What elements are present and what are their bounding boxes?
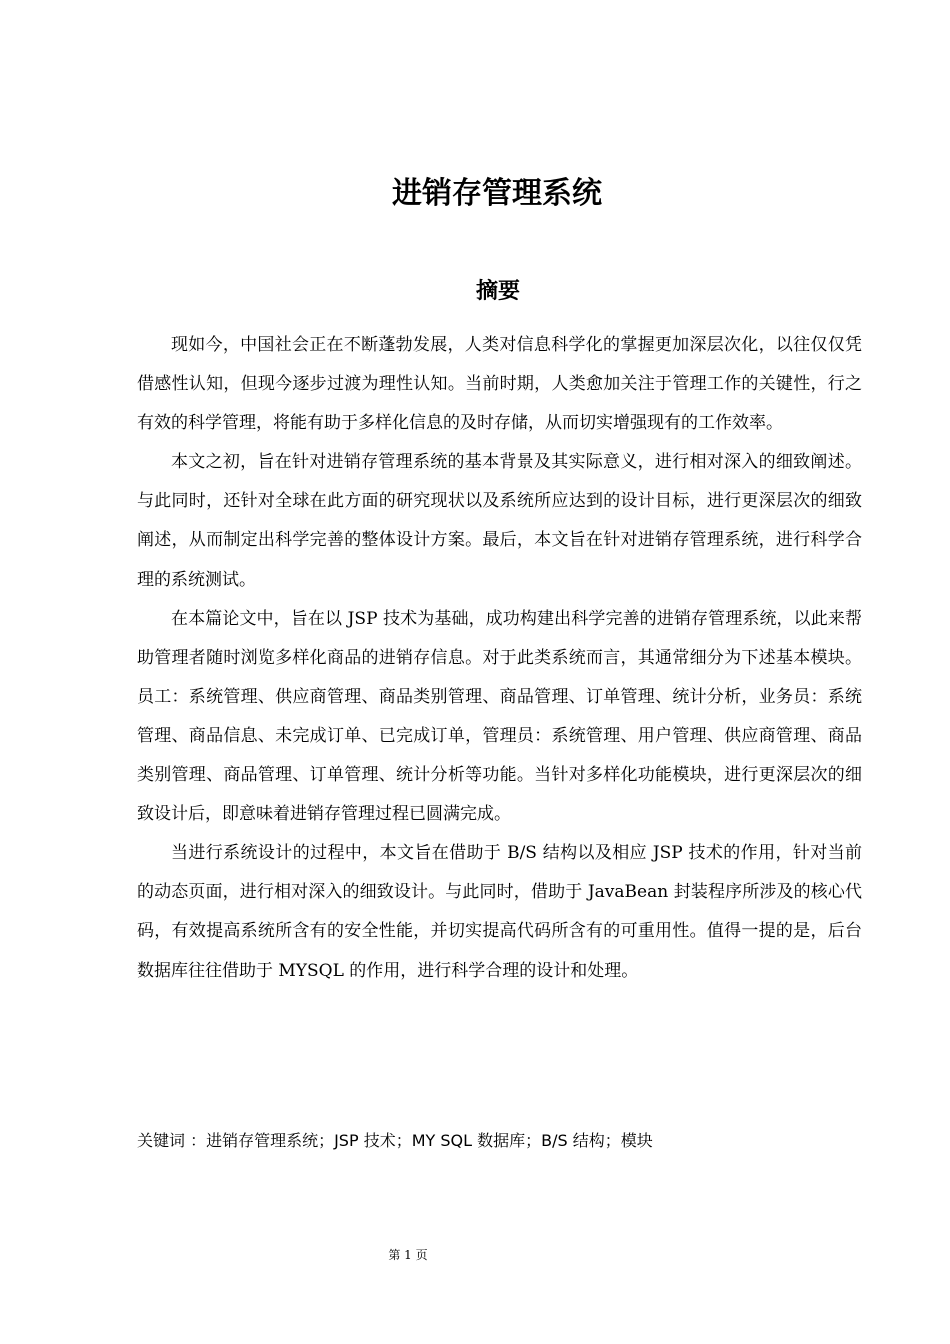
abstract-body bbox=[137, 326, 862, 991]
abstract-paragraph-1: 现如今，中国社会正在不断蓬勃发展，人类对信息科学化的掌握更加深层次化，以往仅仅凭借感性认知，但现今逐步过渡为理性认知。当前时期，人类愈加关注于管理工作的关键性，行之有效的科学管理，将能有助于多样化信息的及时存储，从而切实增强现有的工作效率。 bbox=[137, 335, 862, 434]
page-number-footer: 第 1 页 bbox=[388, 1248, 428, 1262]
abstract-paragraph-4: 当进行系统设计的过程中，本文旨在借助于 B/S 结构以及相应 JSP 技术的作用，针对当前的动态页面，进行相对深入的细致设计。与此同时，借助于 JavaBean 封装程序所涉及的核心代码，有效提高系统所含有的安全性能，并切实提高代码所含有的可重用性。值得一提的是，后台数据库往往借助于 MYSQL 的作用，进行科学合理的设计和处理。 bbox=[137, 843, 862, 981]
abstract-paragraph-2: 本文之初，旨在针对进销存管理系统的基本背景及其实际意义，进行相对深入的细致阐述。与此同时，还针对全球在此方面的研究现状以及系统所应达到的设计目标，进行更深层次的细致阐述，从而制定出科学完善的整体设计方案。最后，本文旨在针对进销存管理系统，进行科学合理的系统测试。 bbox=[137, 452, 862, 590]
document-title: 进销存管理系统 bbox=[392, 176, 602, 211]
abstract-paragraph-3: 在本篇论文中，旨在以 JSP 技术为基础，成功构建出科学完善的进销存管理系统，以此来帮助管理者随时浏览多样化商品的进销存信息。对于此类系统而言，其通常细分为下述基本模块。员工：系统管理、供应商管理、商品类别管理、商品管理、订单管理、统计分析，业务员：系统管理、商品信息、未完成订单、已完成订单，管理员：系统管理、用户管理、供应商管理、商品类别管理、商品管理、订单管理、统计分析等功能。当针对多样化功能模块，进行更深层次的细致设计后，即意味着进销存管理过程已圆满完成。 bbox=[137, 608, 862, 825]
keywords-line: 关键词 ：进销存管理系统；JSP 技术；MY SQL 数据库；B/S 结构；模块 bbox=[137, 1131, 653, 1150]
abstract-heading: 摘要 bbox=[475, 279, 520, 304]
